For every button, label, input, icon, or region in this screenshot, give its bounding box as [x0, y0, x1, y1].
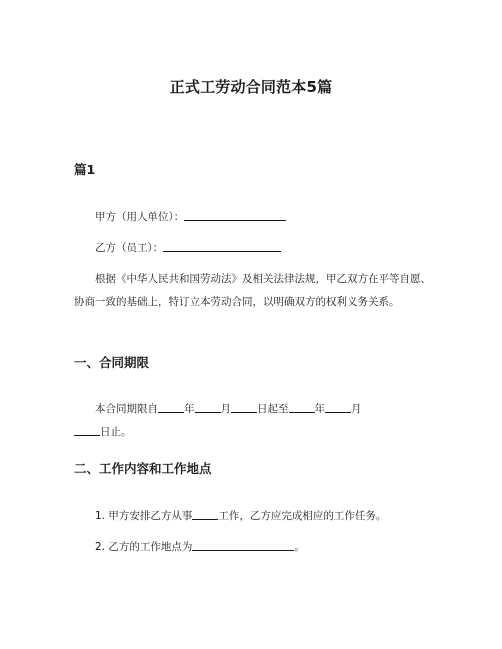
day-label: 日起至 — [257, 403, 289, 415]
item-text: 。 — [294, 541, 305, 553]
start-month-blank — [195, 401, 221, 413]
party-a-line — [74, 206, 434, 229]
party-b-line — [74, 237, 434, 260]
clause1-text-end: 日止。 — [100, 426, 132, 438]
party-b-label: 乙方（员工）： — [95, 242, 164, 254]
clause1-heading: 一、合同期限 — [74, 355, 150, 370]
job-blank — [192, 508, 218, 520]
item-text: 乙方的工作地点为 — [108, 541, 193, 553]
year-label: 年 — [314, 403, 325, 415]
list-item — [95, 536, 305, 559]
party-a-label: 甲方（用人单位）： — [95, 211, 185, 223]
clause1-text-start: 本合同期限自 — [95, 403, 158, 415]
section-heading: 篇1 — [74, 162, 96, 177]
item-text: 工作，乙方应完成相应的工作任务。 — [218, 510, 387, 522]
location-blank — [192, 539, 294, 551]
year-label: 年 — [184, 403, 195, 415]
party-a-blank — [184, 209, 286, 221]
month-label: 月 — [220, 403, 231, 415]
clause1-paragraph — [74, 398, 434, 444]
clause2-heading: 二、工作内容和工作地点 — [74, 461, 212, 476]
month-label: 月 — [351, 403, 362, 415]
end-year-blank — [289, 401, 315, 413]
end-day-blank — [74, 424, 100, 436]
start-day-blank — [231, 401, 257, 413]
item-number: 2. — [95, 541, 106, 553]
item-text: 甲方安排乙方从事 — [108, 510, 193, 522]
intro-paragraph: 根据《中华人民共和国劳动法》及相关法律法规，甲乙双方在平等自愿、协商一致的基础上，特订立本劳动合同，以明确双方的权利义务关系。 — [74, 273, 431, 308]
party-b-blank — [163, 240, 281, 252]
start-year-blank — [158, 401, 184, 413]
document-title: 正式工劳动合同范本5篇 — [169, 78, 333, 96]
list-item — [95, 505, 386, 528]
end-month-blank — [325, 401, 351, 413]
item-number: 1. — [95, 510, 106, 522]
